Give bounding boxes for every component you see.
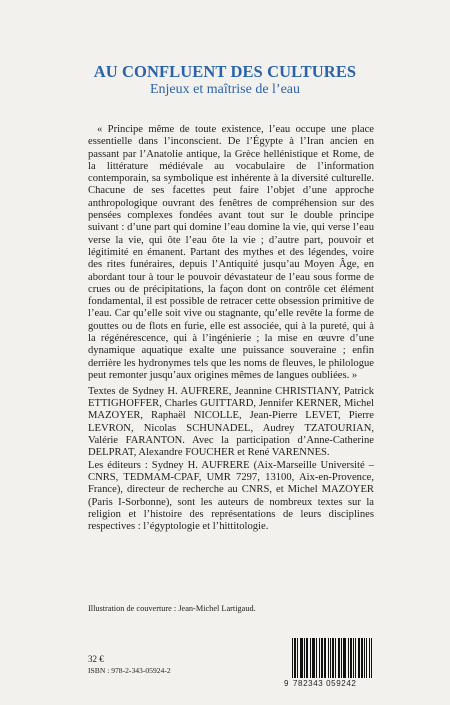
barcode-digits: 782343 059242: [293, 679, 357, 688]
barcode-bar: [295, 638, 296, 678]
barcode: [284, 638, 374, 690]
barcode-bar: [362, 638, 363, 678]
barcode-bar: [355, 638, 356, 678]
blurb-paragraph: « Principe même de toute existence, l’eau occupe une place essentielle dans l’inconscient. De l’Égypte à l’Iran ancien en passant par l’Anatolie antique, la Grèce hellénistique et Rome, de la littérature médiévale au vocabulaire de l’information contemporain, sa symbolique est inhérente à la diversité culturelle. Chacune de ses facettes peut faire l’objet d’une approche anthropologique ouvrant des fenêtres de compréhension sur des pensées complexes fondées avant tout sur le double principe suivant : d’une part qui domine l’eau domine la vie, qui verse l’eau verse la vie, qui ôte l’eau ôte la vie ; d’autre part, pouvoir et légitimité en émanent. Partant des mythes et des légendes, voire des rites funéraires, depuis l’Antiquité jusqu’au Moyen Âge, en abordant tour à tour le pouvoir dévastateur de l’eau sous forme de crues ou de précipitations, la façon dont on contrôle cet élément fondamental, il est possible de retracer cette obsession primitive de l’eau. Car qu’elle soit vive ou stagnante, qu’elle revête la forme de gouttes ou de flots en furie, elle est associée, qui à la pureté, qui à la régénérescence, qui à l’ingénierie ; la mise en œuvre d’une dynamique aquatique exalte une puissance souveraine ; enfin derrière les hydronymes tels que les noms de fleuves, le philologue peut remonter jusqu’aux origines mêmes de langues oubliées. »: [88, 124, 374, 381]
barcode-bar: [325, 638, 326, 678]
barcode-bar: [333, 638, 334, 678]
barcode-bar: [292, 638, 293, 678]
cover-illustration-credit: Illustration de couverture : Jean-Michel Lartigaud.: [88, 604, 256, 613]
barcode-bar: [322, 638, 323, 678]
barcode-bar: [371, 638, 372, 678]
book-subtitle: Enjeux et maîtrise de l’eau: [149, 82, 301, 97]
barcode-bar: [319, 638, 320, 678]
barcode-bar: [348, 638, 349, 678]
barcode-bar: [341, 638, 342, 678]
book-title: AU CONFLUENT DES CULTURES: [93, 62, 357, 81]
barcode-bar: [330, 638, 331, 678]
barcode-bar: [339, 638, 340, 678]
barcode-bar: [304, 638, 305, 678]
price-label: 32 €: [88, 654, 104, 664]
barcode-bar: [328, 638, 329, 678]
barcode-bar: [345, 638, 346, 678]
barcode-bar: [302, 638, 303, 678]
barcode-bar: [369, 638, 370, 678]
barcode-bar: [366, 638, 367, 678]
barcode-bar: [307, 638, 308, 678]
barcode-bar: [316, 638, 317, 678]
barcode-bar: [335, 638, 336, 678]
isbn-label: ISBN : 978-2-343-05924-2: [88, 666, 171, 675]
authors-paragraph: Textes de Sydney H. AUFRERE, Jeannine CHRISTIANY, Patrick ETTIGHOFFER, Charles GUITTARD, Jennifer KERNER, Michel MAZOYER, Raphaël NICOLLE, Jean-Pierre LEVET, Pierre LEVRON, Nicolas SCHUNADEL, Audrey TZATOURIAN, Valérie FARANTON. Avec la participation d’Anne-Catherine DELPRAT, Alexandre FOUCHER et René VARENNES.: [88, 386, 374, 459]
editors-paragraph: Les éditeurs : Sydney H. AUFRERE (Aix-Marseille Université – CNRS, TEDMAM-CPAF, UMR 7297, 13100, Aix-en-Provence, France), directeur de recherche au CNRS, et Michel MAZOYER (Paris I-Sorbonne), sont les auteurs de nombreux textes sur la religion et l’histoire des représentations de leurs disciplines respectives : l’égyptologie et l’hittitologie.: [88, 460, 374, 533]
barcode-bars: [292, 638, 372, 678]
barcode-lead-digit: 9: [284, 679, 289, 688]
barcode-bar: [310, 638, 311, 678]
barcode-bar: [353, 638, 354, 678]
barcode-bar: [297, 638, 298, 678]
barcode-bar: [364, 638, 365, 678]
barcode-bar: [359, 638, 360, 678]
barcode-bar: [351, 638, 352, 678]
barcode-bar: [314, 638, 315, 678]
